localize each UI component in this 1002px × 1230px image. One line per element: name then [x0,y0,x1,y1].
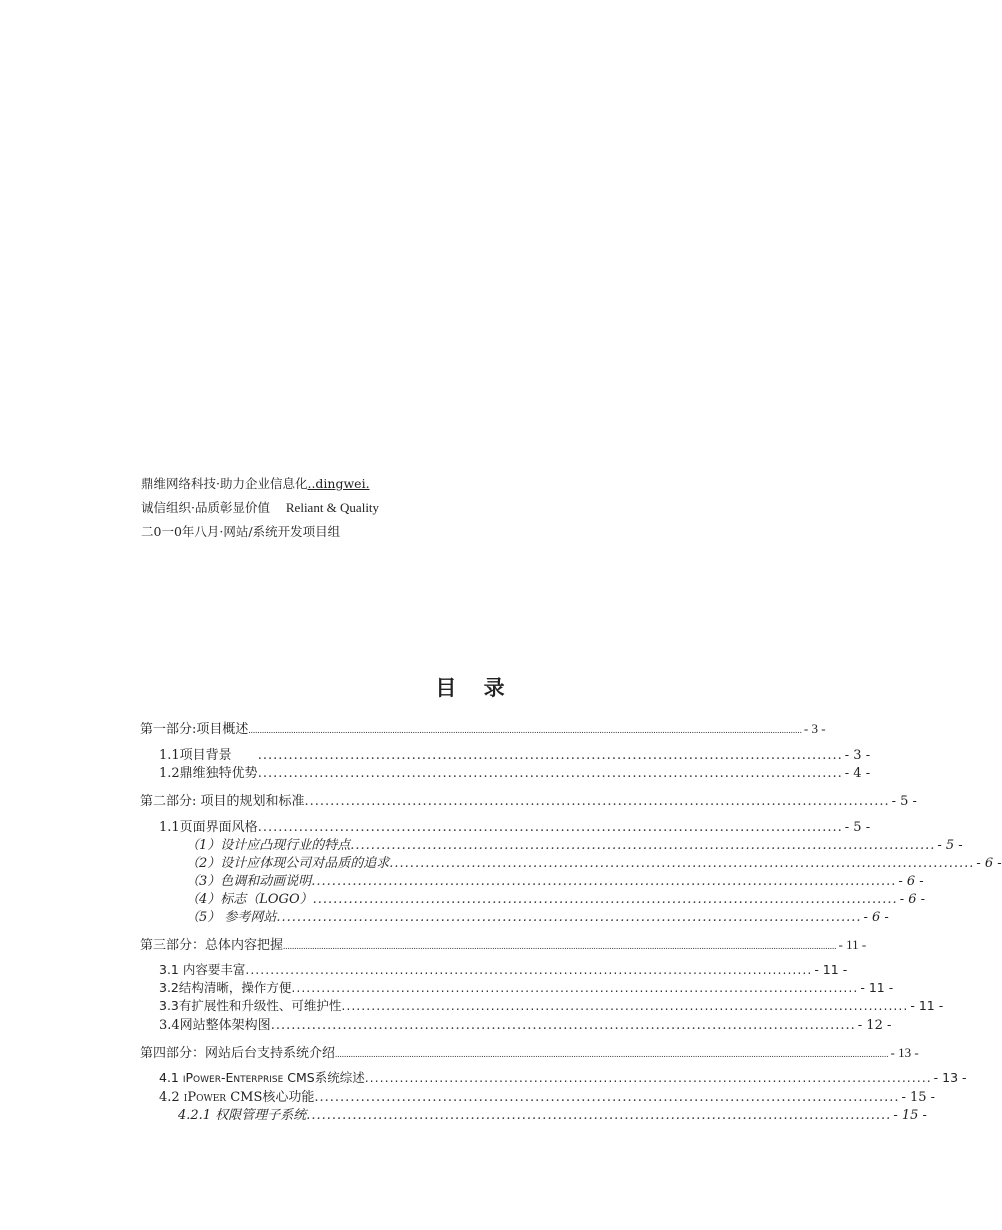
cover-motto-en: Reliant & Quality [285,500,380,515]
toc-entry-2-1-2[interactable]: （2）设计应体现公司对品质的追求 .................................................................................................................. - 6 - [186,856,1002,871]
toc-entry-1-1[interactable]: 1.1项目背景 .................................................................................................................. - 3 - [159,748,871,763]
cover-motto-cn: 诚信组织·品质彰显价值 [141,500,270,515]
toc-entry-part1[interactable]: 第一部分:项目概述 ...................................................................................................................................................................................................................................................... - 3 - [140,721,826,737]
company-link[interactable]: ..dingwei. [307,476,370,491]
cover-motto-line [141,496,379,520]
toc-entry-4-1[interactable]: 4.1 iPower-Enterprise CMS系统综述 .................................................................................................................. - 13 - [159,1070,967,1085]
table-of-contents [140,718,1002,1123]
toc-entry-2-1-1[interactable]: （1）设计应凸现行业的特点 .................................................................................................................. - 5 - [186,838,963,853]
toc-entry-2-1-3[interactable]: （3）色调和动画说明 .................................................................................................................. - 6 - [186,874,924,889]
toc-entry-part2[interactable]: 第二部分: 项目的规划和标准 .................................................................................................................. - 5 - [140,794,917,809]
toc-entry-3-1[interactable]: 3.1 内容要丰富 .................................................................................................................. - 11 - [159,962,848,977]
toc-entry-3-2[interactable]: 3.2结构清晰，操作方便 .................................................................................................................. - 11 - [159,980,894,995]
toc-entry-2-1[interactable]: 1.1页面界面风格 .................................................................................................................. - 5 - [159,820,871,835]
cover-block [141,472,379,544]
cover-slogan-line [141,472,379,496]
toc-entry-3-4[interactable]: 3.4网站整体架构图 .................................................................................................................. - 12 - [159,1018,892,1033]
cover-company-tagline: 鼎维网络科技·助力企业信息化 [141,476,308,491]
toc-entry-part3[interactable]: 第三部分：总体内容把握 ...................................................................................................................................................................................................................................................... - 11 - [140,937,867,953]
toc-entry-2-1-4[interactable]: （4）标志（LOGO） .................................................................................................................. - 6 - [186,892,926,907]
toc-title: 目 录 [435,676,515,700]
toc-entry-1-2[interactable]: 1.2鼎维独特优势 .................................................................................................................. - 4 - [159,766,871,781]
toc-entry-4-2[interactable]: 4.2 iPower CMS核心功能 .................................................................................................................. - 15 - [159,1090,936,1105]
cover-date-line: 二0一0年八月·网站/系统开发项目组 [141,524,341,539]
toc-entry-part4[interactable]: 第四部分：网站后台支持系统介绍 ...................................................................................................................................................................................................................................................... - 13 - [140,1045,919,1061]
toc-entry-2-1-5[interactable]: （5） 参考网站 .................................................................................................................. - 6 - [186,910,889,925]
toc-entry-3-3[interactable]: 3.3有扩展性和升级性、可维护性 .................................................................................................................. - 11 - [159,998,944,1013]
toc-entry-4-2-1[interactable]: 4.2.1 权限管理子系统 .................................................................................................................. - 15 - [178,1108,927,1123]
